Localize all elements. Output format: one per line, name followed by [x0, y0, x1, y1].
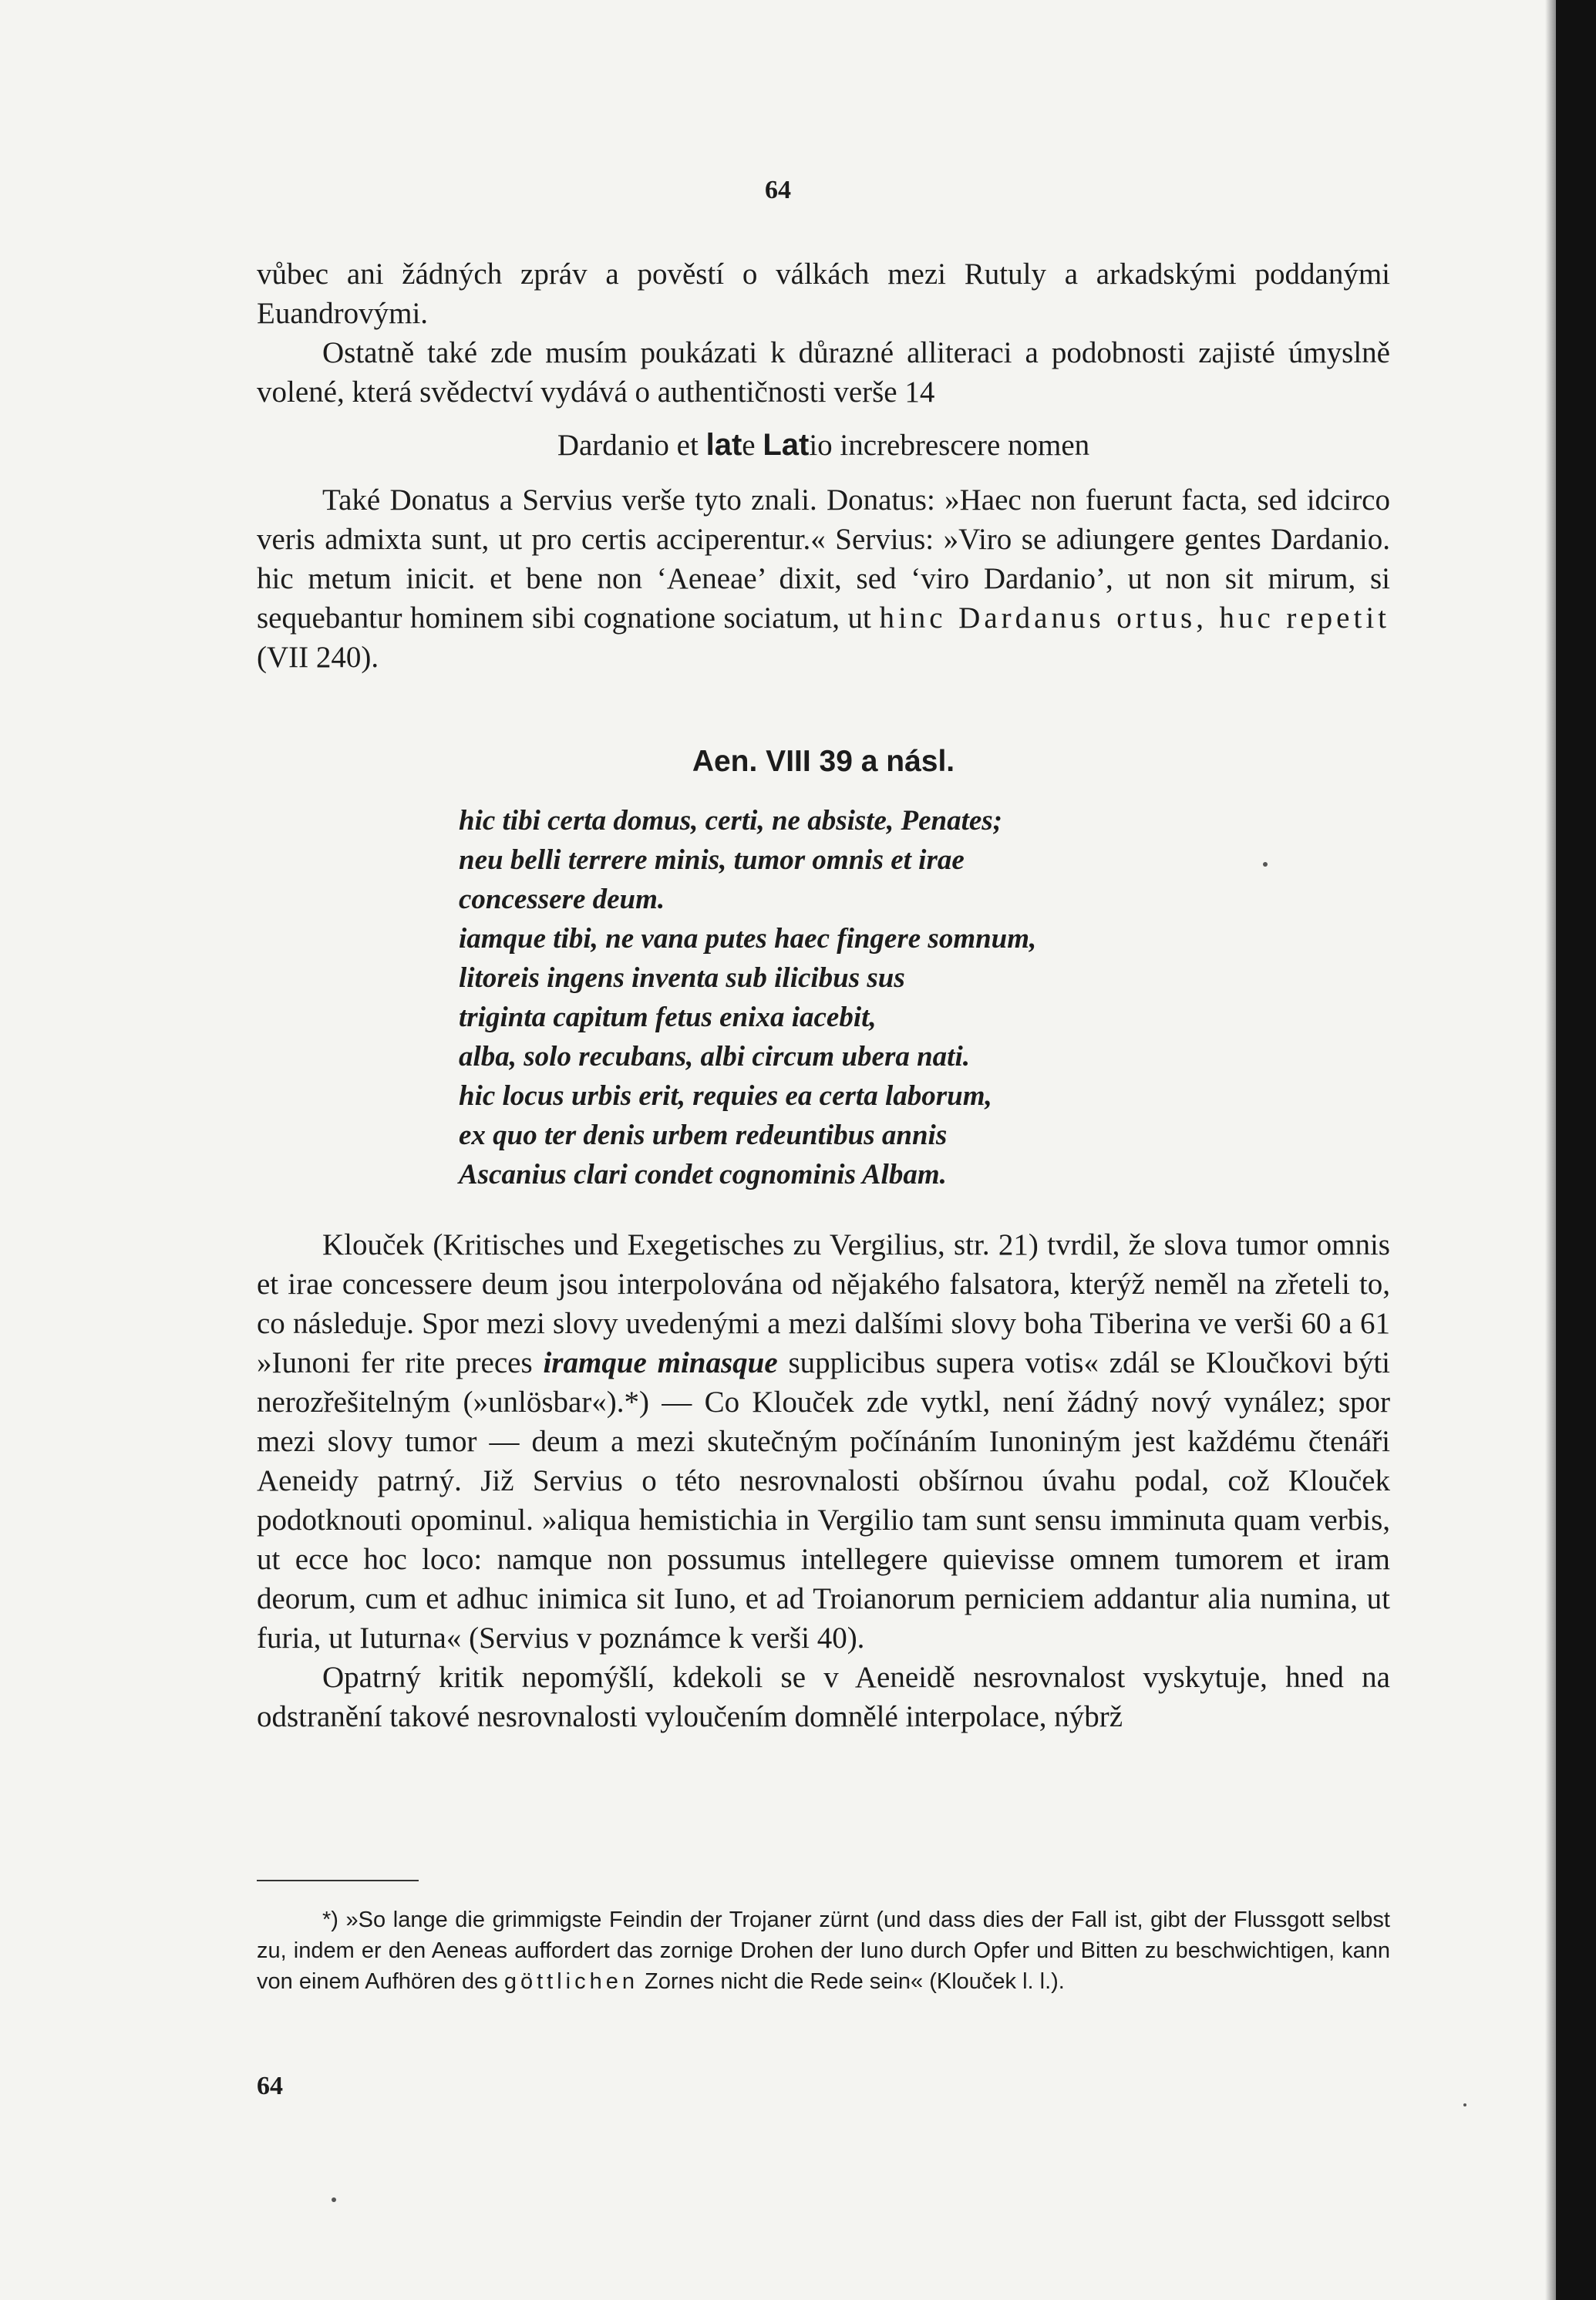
kloucek-italic-quote: iramque minasque	[543, 1346, 778, 1379]
poem-line: ex quo ter denis urbem redeuntibus annis	[459, 1120, 948, 1151]
kloucek-text-1: Klouček (Kritisches und Exegetisches zu Vergilius, str. 21) tvrdil, že slova tumor omnis et irae concessere deum jsou interpolována od nějakého falsatora, kterýž neměl na zřeteli to, co následuje. Spor mezi slovy uvedenými a mezi dalšími slovy boha Tiberina ve verši 60 a 61 »Iunoni fer rite preces	[257, 1228, 1390, 1379]
poem-line: hic tibi certa domus, certi, ne absiste, Penates;	[459, 805, 1003, 837]
poem-line: alba, solo recubans, albi circum ubera nati.	[459, 1041, 970, 1073]
paragraph-donatus-servius	[257, 480, 1390, 677]
footnote-spaced-text: göttlichen	[503, 1969, 638, 1994]
page-edge-shadow	[1545, 0, 1556, 2300]
poem-line: iamque tibi, ne vana putes haec fingere somnum,	[459, 923, 1037, 955]
scan-speck	[1263, 862, 1268, 867]
section-heading: Aen. VIII 39 a násl.	[692, 745, 955, 778]
footnote-divider	[257, 1880, 419, 1881]
footnote-text-1: *) »So lange die grimmigste Feindin der Trojaner zürnt (und dass dies der Fall ist, gibt der Flussgott selbst zu, indem er den Aeneas auffordert das zornige Drohen der Iuno durch Opfer und Bitten zu beschwichtigen, kann von einem Aufhören des	[257, 1908, 1390, 1994]
verse-emphasis-latio: Lat	[763, 428, 810, 462]
scan-speck	[1463, 2103, 1466, 2106]
quoted-verse-14	[257, 426, 1390, 465]
verse-text-2: e	[742, 429, 763, 462]
poem-quotation	[459, 801, 1390, 1194]
donatus-text-2: (VII 240).	[257, 641, 379, 674]
poem-line: litoreis ingens inventa sub ilicibus sus	[459, 962, 905, 994]
footnote-text-2: Zornes nicht die Rede sein« (Klouček l. l.).	[638, 1969, 1065, 1994]
verse-text-3: io increbrescere nomen	[809, 429, 1090, 462]
paragraph-2: Ostatně také zde musím poukázati k důrazné alliteraci a podobnosti zajisté úmyslně volené, která svědectví vydává o authentičnosti verše 14	[257, 336, 1390, 409]
page-number-bottom: 64	[257, 2072, 283, 2100]
poem-line: Ascanius clari condet cognominis Albam.	[459, 1159, 947, 1190]
paragraph-kloucek	[257, 1225, 1390, 1658]
scan-speck	[332, 2197, 336, 2202]
donatus-text-1: Také Donatus a Servius verše tyto znali. Donatus: »Haec non fuerunt facta, sed idcirco veris admixta sunt, ut pro certis acciperentur.« Servius: »Viro se adiungere gentes Dardanio. hic metum inicit. et bene non ‘Aeneae’ dixit, sed ‘viro Dardanio’, ut non sit mirum, si sequebantur hominem sibi cognatione sociatum, ut	[257, 483, 1390, 635]
paragraph-last: Opatrný kritik nepomýšlí, kdekoli se v Aeneidě nesrovnalost vyskytuje, hned na odstranění takové nesrovnalosti vyloučením domnělé interpolace, nýbrž	[257, 1661, 1390, 1733]
poem-line: hic locus urbis erit, requies ea certa laborum,	[459, 1080, 992, 1112]
scan-border	[1556, 0, 1596, 2300]
kloucek-text-2: supplicibus supera votis« zdál se Kloučkovi býti nerozřešitelným (»unlösbar«).*) — Co Klouček zde vytkl, není žádný nový vynález; spor mezi slovy tumor — deum a mezi skutečným počínáním Iunoniným jest každému čtenáři Aeneidy patrný. Již Servius o této nesrovnalosti obšírnou úvahu podal, což Klouček podotknouti opominul. »aliqua hemistichia in Vergilio tam sunt sensu imminuta quam verbis, ut ecce hoc loco: namque non possumus intellegere quievisse omnem tumorem et iram deorum, cum et adhuc inimica sit Iuno, et ad Troianorum perniciem addantur alia numina, ut furia, ut Iuturna« (Servius v poznámce k verši 40).	[257, 1346, 1391, 1655]
paragraph-1: vůbec ani žádných zpráv a pověstí o válkách mezi Rutuly a arkadskými poddanými Euandrovými.	[257, 258, 1390, 330]
footnote	[257, 1904, 1390, 1997]
poem-line: concessere deum.	[459, 884, 665, 915]
verse-text-1: Dardanio et	[557, 429, 706, 462]
verse-emphasis-late: lat	[705, 428, 742, 462]
donatus-spaced-text: hinc Dardanus ortus, huc repetit	[879, 601, 1390, 635]
poem-line: triginta capitum fetus enixa iacebit,	[459, 1002, 877, 1033]
poem-line: neu belli terrere minis, tumor omnis et irae	[459, 844, 965, 876]
page-number-top: 64	[765, 176, 791, 204]
main-text	[257, 254, 1390, 1736]
